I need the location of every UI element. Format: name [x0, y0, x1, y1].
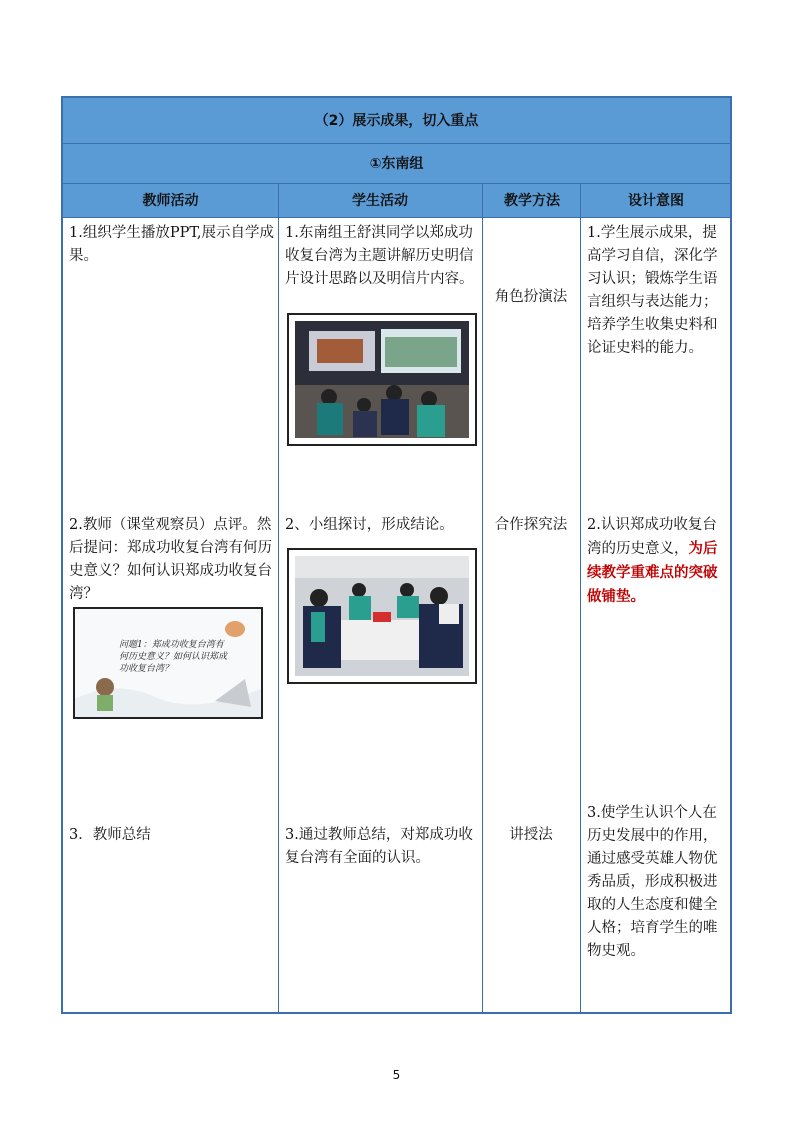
student-activity-1: 1.东南组王舒淇同学以郑成功收复台湾为主题讲解历史明信片设计思路以及明信片内容。 [285, 225, 474, 287]
divider [580, 184, 581, 1012]
lesson-table [61, 96, 732, 1014]
page-number: 5 [392, 1068, 401, 1082]
teacher-activity-2: 2.教师（课堂观察员）点评。然后提问：郑成功收复台湾有何历史意义？如何认识郑成功收复台湾？ [69, 517, 272, 602]
teacher-activity-1: 1.组织学生播放PPT,展示自学成果。 [69, 225, 274, 264]
slide-question-text: 问题1：郑成功收复台湾有何历史意义？如何认识郑成功收复台湾？ [119, 640, 228, 674]
column-header-teacher: 教师活动 [142, 193, 199, 209]
column-header-row [63, 184, 730, 218]
column-header-method: 教学方法 [504, 193, 560, 209]
method-3: 讲授法 [509, 827, 553, 843]
method-2: 合作探究法 [494, 517, 568, 533]
teacher-activity-3: 3．教师总结 [69, 827, 151, 843]
student-activity-2: 2、小组探讨，形成结论。 [285, 517, 454, 533]
section-title: （2）展示成果，切入重点 [63, 98, 730, 144]
intent-2 [587, 514, 727, 609]
method-1: 角色扮演法 [494, 289, 568, 305]
classroom-photo-presentation [287, 313, 477, 446]
classroom-photo-discussion [287, 548, 477, 684]
group-title: ①东南组 [63, 144, 730, 184]
divider [278, 184, 279, 1012]
intent-3: 3.使学生认识个人在历史发展中的作用，通过感受英雄人物优秀品质，形成积极进取的人生态度和健全人格；培育学生的唯物史观。 [587, 805, 718, 959]
slide-question-image [73, 607, 263, 719]
intent-1: 1.学生展示成果，提高学习自信，深化学习认识；锻炼学生语言组织与表达能力；培养学生收集史料和论证史料的能力。 [587, 225, 718, 356]
intent-2-emphasis: 为后续教学重难点的突破做铺垫。 [587, 540, 718, 605]
intent-2-text: 2.认识郑成功收复台湾的历史意义， [587, 517, 717, 557]
column-header-student: 学生活动 [352, 193, 408, 209]
column-header-intent: 设计意图 [628, 193, 684, 209]
student-activity-3: 3.通过教师总结，对郑成功收复台湾有全面的认识。 [285, 827, 473, 866]
